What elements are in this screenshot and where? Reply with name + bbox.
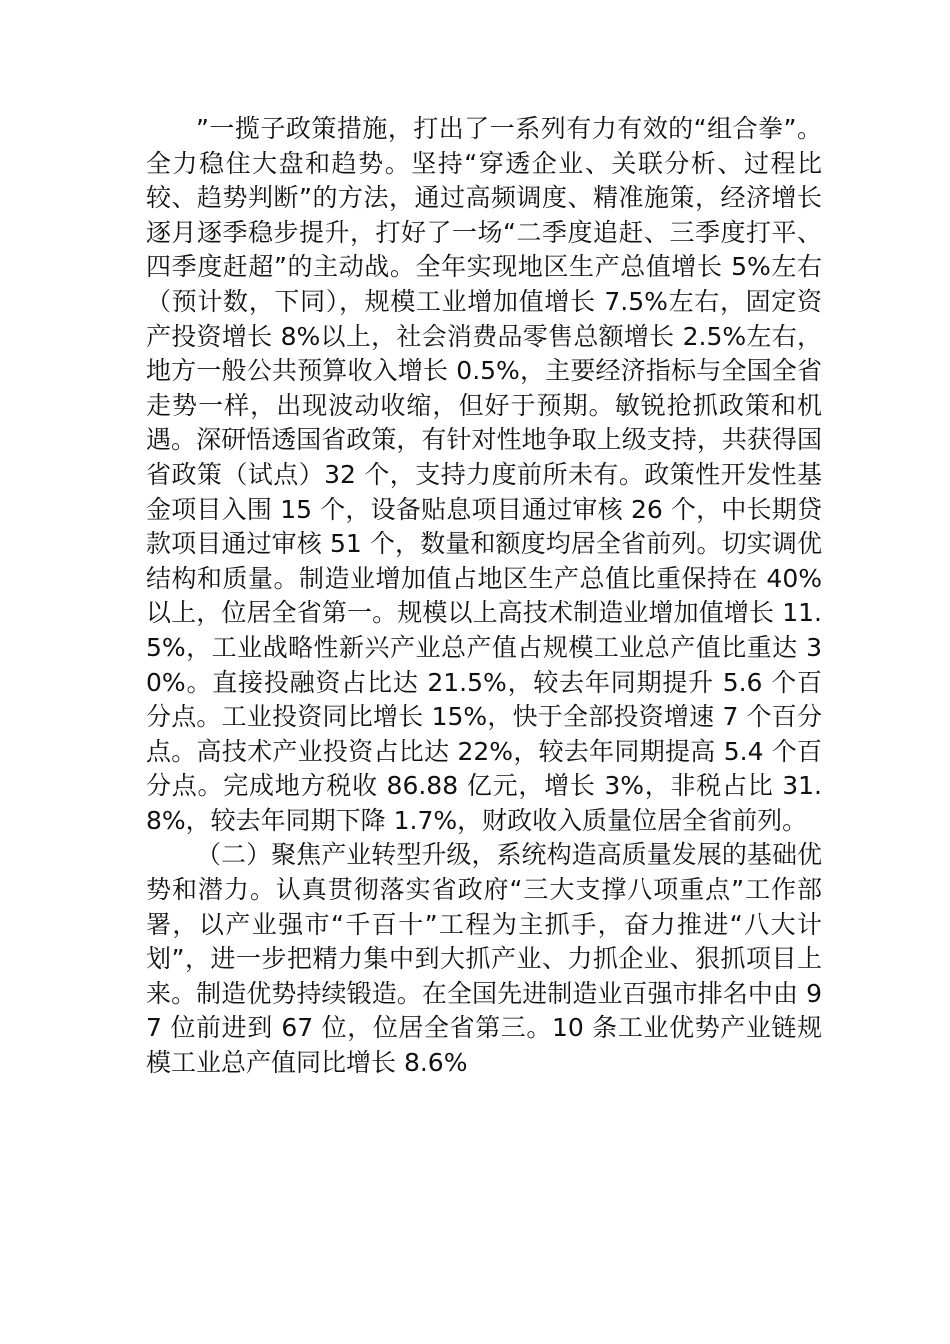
paragraph-industrial-upgrading: （二）聚焦产业转型升级，系统构造高质量发展的基础优势和潜力。认真贯彻落实省政府“三大支撑八项重点”工作部署，以产业强市“千百十”工程为主抓手，奋力推进“八大计划”，进一步把精力集中到大抓产业、力抓企业、狠抓项目上来。制造优势持续锻造。在全国先进制造业百强市排名中由 97 位前进到 67 位，位居全省第三。10 条工业优势产业链规模工业总产值同比增长 8.6%: [146, 840, 822, 1078]
document-body: [146, 112, 822, 1081]
paragraph-economic-results: ”一揽子政策措施，打出了一系列有力有效的“组合拳”。全力稳住大盘和趋势。坚持“穿透企业、关联分析、过程比较、趋势判断”的方法，通过高频调度、精准施策，经济增长逐月逐季稳步提升，打好了一场“二季度追赶、三季度打平、四季度赶超”的主动战。全年实现地区生产总值增长 5%左右（预计数，下同），规模工业增加值增长 7.5%左右，固定资产投资增长 8%以上，社会消费品零售总额增长 2.5%左右，地方一般公共预算收入增长 0.5%，主要经济指标与全国全省走势一样，出现波动收缩，但好于预期。敏锐抢抓政策和机遇。深研悟透国省政策，有针对性地争取上级支持，共获得国省政策（试点）32 个，支持力度前所未有。政策性开发性基金项目入围 15 个，设备贴息项目通过审核 26 个，中长期贷款项目通过审核 51 个，数量和额度均居全省前列。切实调优结构和质量。制造业增加值占地区生产总值比重保持在 40%以上，位居全省第一。规模以上高技术制造业增加值增长 11.5%，工业战略性新兴产业总产值占规模工业总产值比重达 30%。直接投融资占比达 21.5%，较去年同期提升 5.6 个百分点。工业投资同比增长 15%，快于全部投资增速 7 个百分点。高技术产业投资占比达 22%，较去年同期提高 5.4 个百分点。完成地方税收 86.88 亿元，增长 3%，非税占比 31.8%，较去年同期下降 1.7%，财政收入质量位居全省前列。: [146, 114, 822, 835]
